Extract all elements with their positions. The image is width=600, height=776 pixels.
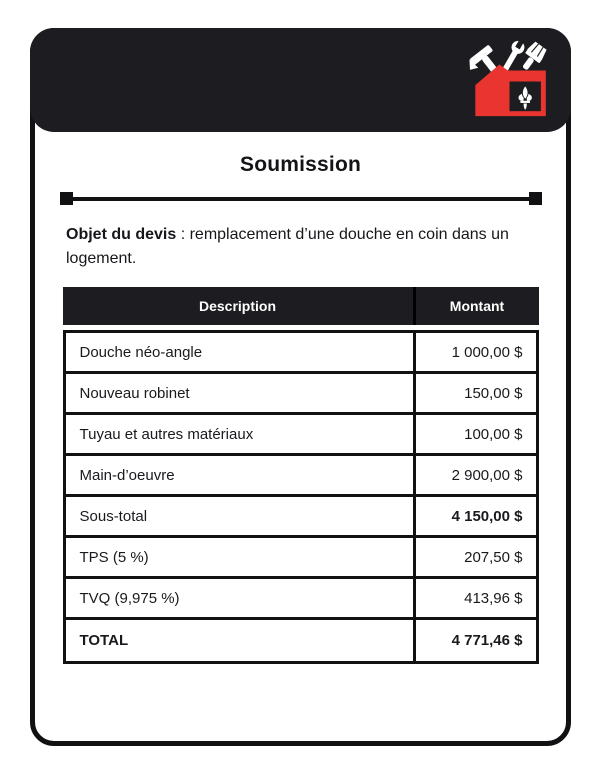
row-description: TOTAL [66,620,416,661]
table-body [63,330,539,664]
divider-line [63,197,539,201]
divider-right-square [529,192,542,205]
row-amount: 207,50 $ [464,548,523,566]
table-header-row [63,287,539,325]
row-amount: 4 150,00 $ [451,507,523,525]
document-content [35,132,566,664]
row-description: TVQ (9,975 %) [66,579,416,617]
document-page [30,28,571,746]
row-amount: 413,96 $ [464,589,523,607]
table-row [66,415,536,456]
page-title: Soumission [239,153,362,176]
table-row [66,497,536,538]
quote-subject-text: : remplacement d’une douche en coin dans un logement. [66,226,509,267]
header-description: Description [63,287,416,325]
row-amount: 100,00 $ [464,425,523,443]
header-amount: Montant [449,298,505,315]
row-amount: 1 000,00 $ [451,343,523,361]
quote-table [63,287,539,664]
row-description: TPS (5 %) [66,538,416,576]
row-description: Nouveau robinet [66,374,416,412]
row-description: Sous-total [66,497,416,535]
row-amount: 2 900,00 $ [451,466,523,484]
quote-subject-label: Objet du devis [66,226,177,243]
table-row [66,333,536,374]
table-row [66,538,536,579]
row-amount: 150,00 $ [464,384,523,402]
row-description: Main-d’oeuvre [66,456,416,494]
divider [60,192,542,205]
row-description: Tuyau et autres matériaux [66,415,416,453]
table-row [66,579,536,620]
header-bar [30,28,571,132]
quote-subject [66,223,536,270]
toolbox-logo-icon [465,39,551,121]
row-description: Douche néo-angle [66,333,416,371]
table-row [66,374,536,415]
table-row [66,456,536,497]
table-row [66,620,536,661]
row-amount: 4 771,46 $ [451,632,523,650]
